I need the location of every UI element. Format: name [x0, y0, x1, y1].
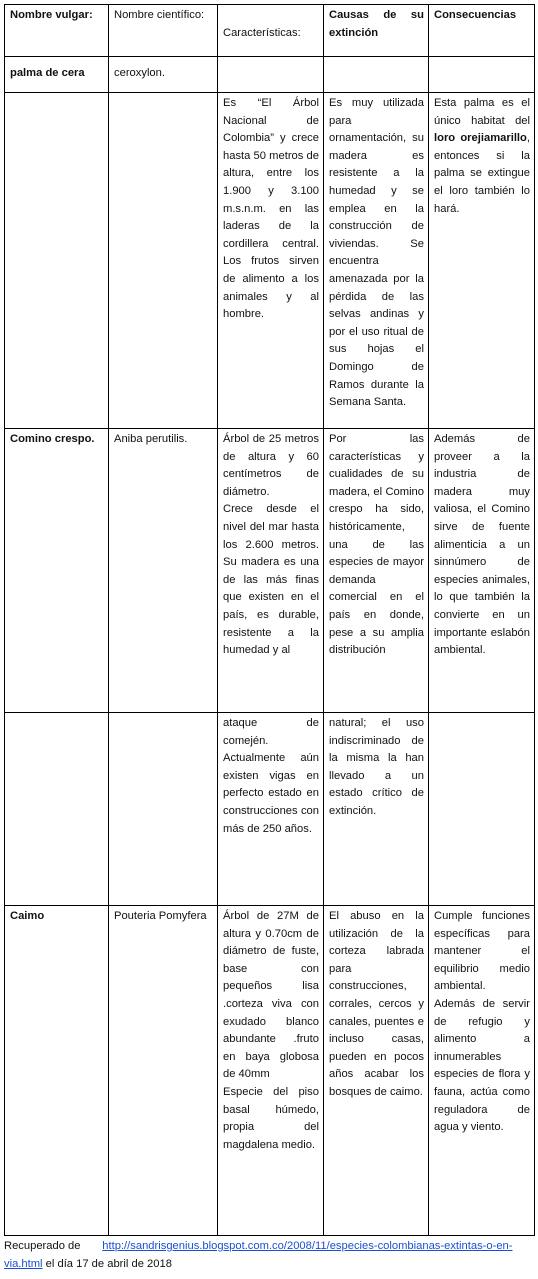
scientific-name-cell: ceroxylon.: [109, 57, 218, 93]
table-row: [5, 93, 535, 429]
source-link[interactable]: http://sandrisgenius.blogspot.com.co/2008/11/especies-colombianas-extintas-o-en-via.html: [4, 1240, 513, 1270]
header-consequences: Consecuencias: [429, 5, 535, 57]
characteristics-paragraph: Crece desde el nivel del mar hasta los 2.600 metros. Su madera es una de las más finas que existen en el país, es durable, resistente a la humedad y al: [223, 503, 319, 657]
consequences-text: , entonces si la palma se extingue el loro también lo hará.: [434, 132, 530, 215]
common-name-cell: [5, 93, 109, 429]
characteristics-paragraph: Árbol de 27M de altura y 0.70cm de diámetro de fuste, base con pequeños lisa .corteza viva con exudado blanco abundante .fruto en baya globosa de 40mm: [223, 910, 319, 1081]
characteristics-paragraph: Especie del piso basal húmedo, propia del magdalena medio.: [223, 1085, 319, 1151]
causes-cell: El abuso en la utilización de la corteza labrada para construcciones, corrales, cercos y canales, puentes e incluso casas, pueden en pocos años acabar los bosques de caimo.: [324, 906, 429, 1236]
consequences-highlight: loro orejiamarillo: [434, 132, 527, 145]
causes-cell: [324, 57, 429, 93]
scientific-name-cell: [109, 93, 218, 429]
consequences-paragraph: Además de servir de refugio y alimento a innumerables especies de flora y fauna, actúa como reguladora de agua y viento.: [434, 997, 530, 1134]
species-table: [4, 4, 535, 1236]
consequences-paragraph: Cumple funciones específicas para mantener el equilibrio medio ambiental.: [434, 910, 530, 993]
header-characteristics-text: Características:: [223, 27, 301, 39]
header-causes: Causas de su extinción: [324, 5, 429, 57]
scientific-name-cell: Aniba perutilis.: [109, 429, 218, 713]
common-name-cell: [5, 713, 109, 906]
header-row: [5, 5, 535, 57]
consequences-cell: [429, 93, 535, 429]
characteristics-paragraph: Árbol de 25 metros de altura y 60 centímetros de diámetro.: [223, 433, 319, 498]
table-row: [5, 906, 535, 1236]
source-citation: [4, 1238, 534, 1273]
characteristics-cell: [218, 429, 324, 713]
causes-cell: Es muy utilizada para ornamentación, su madera es resistente a la humedad y se emplea en la construcción de viviendas. Se encuentra amenazada por la pérdida de las selvas andinas y por el uso ritual de sus hojas el Domingo de Ramos durante la Semana Santa.: [324, 93, 429, 429]
causes-cell: Por las características y cualidades de su madera, el Comino crespo ha sido, históricamente, una de las especies de mayor demanda comercial en el país en donde, pese a su amplia distribución: [324, 429, 429, 713]
header-common-name: Nombre vulgar:: [5, 5, 109, 57]
common-name-cell: Caimo: [5, 906, 109, 1236]
common-name-cell: Comino crespo.: [5, 429, 109, 713]
characteristics-cell: [218, 713, 324, 906]
header-characteristics: [218, 5, 324, 57]
citation-date: el día 17 de abril de 2018: [45, 1257, 172, 1270]
characteristics-cell: [218, 906, 324, 1236]
common-name-cell: palma de cera: [5, 57, 109, 93]
consequences-cell: Además de proveer a la industria de madera muy valiosa, el Comino sirve de fuente alimenticia a un sinnúmero de especies animales, lo que también la convierte en un importante eslabón ambiental.: [429, 429, 535, 713]
characteristics-cell: [218, 57, 324, 93]
table-row: [5, 713, 535, 906]
table-row: [5, 429, 535, 713]
scientific-name-cell: Pouteria Pomyfera: [109, 906, 218, 1236]
citation-prefix: Recuperado de: [4, 1240, 81, 1252]
characteristics-cell: Es “El Árbol Nacional de Colombia” y crece hasta 50 metros de altura, entre los 1.900 y 3.100 m.s.n.m. en las laderas de la cordillera central. Los frutos sirven de alimento a los animales y al hombre.: [218, 93, 324, 429]
consequences-cell: [429, 906, 535, 1236]
table-row: [5, 57, 535, 93]
scientific-name-cell: [109, 713, 218, 906]
consequences-cell: [429, 57, 535, 93]
header-scientific-name: Nombre científico:: [109, 5, 218, 57]
causes-cell: natural; el uso indiscriminado de la misma la han llevado a un estado crítico de extinción.: [324, 713, 429, 906]
characteristics-paragraph: ataque de comején.: [223, 717, 319, 747]
consequences-cell: [429, 713, 535, 906]
consequences-text: Esta palma es el único habitat del: [434, 97, 530, 127]
characteristics-paragraph: Actualmente aún existen vigas en perfecto estado en construcciones con más de 250 años.: [223, 752, 319, 835]
